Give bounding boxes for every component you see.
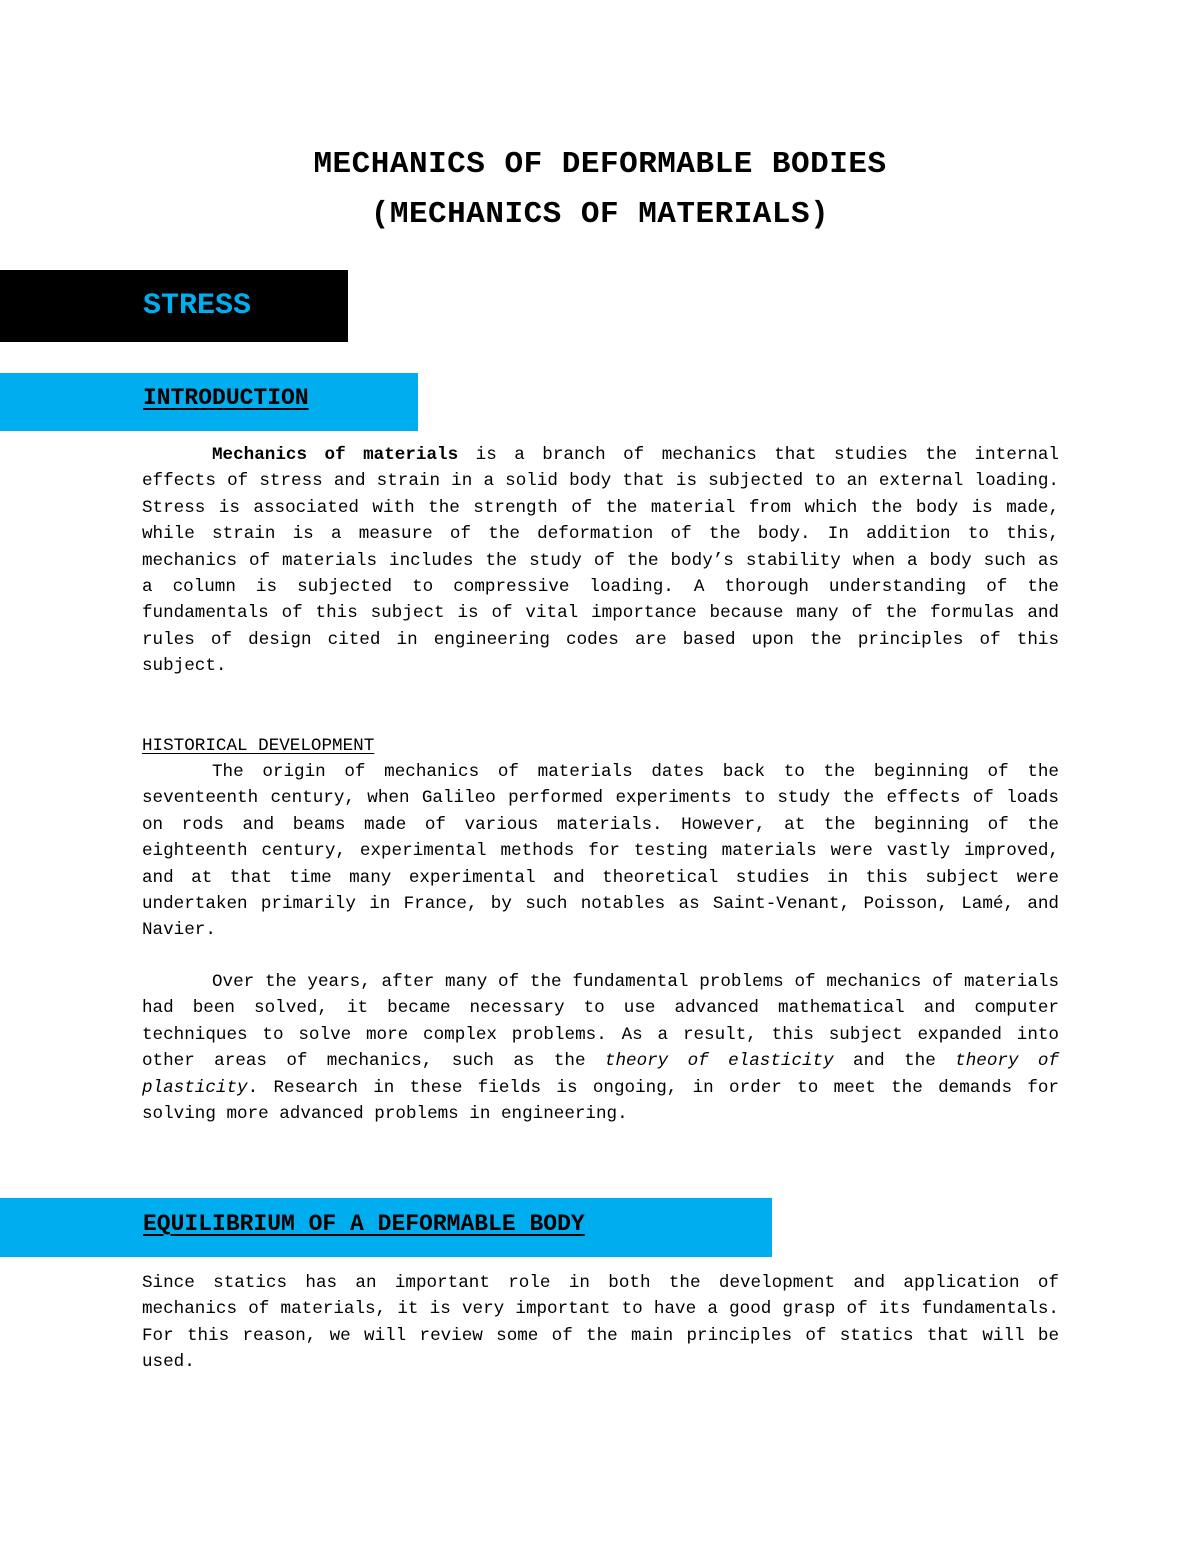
historical-paragraph-2-text-a: Over the years, after many of the fundamental problems of mechanics of materials had been solved, it became necessary to use advanced mathematical and computer techniques to solve more complex problems. As a result, this subject expanded into other areas of mechanics, such as the — [142, 972, 1059, 1072]
historical-paragraph-2-text-c: . Research in these fields is ongoing, in order to meet the demands for solving more advanced problems in engineering. — [142, 1077, 1059, 1125]
term-theory-of-elasticity: theory of elasticity — [604, 1051, 834, 1072]
historical-paragraph-2-text-b: and the — [833, 1051, 956, 1072]
historical-development-heading: HISTORICAL DEVELOPMENT — [142, 736, 375, 756]
equilibrium-paragraph: Since statics has an important role in both the development and application of mechanics of materials, it is very important to have a good grasp of its fundamentals. For this reason, we will review some of the main principles of statics that will be used. — [142, 1273, 1059, 1373]
equilibrium-heading: EQUILIBRIUM OF A DEFORMABLE BODY — [143, 1211, 585, 1237]
introduction-text: is a branch of mechanics that studies the internal effects of stress and strain in a solid body that is subjected to an external loading. Stress is associated with the strength of the material from which the body is made, while strain is a measure of the deformation of the body. In addition to this, mechanics of materials includes the study of the body’s stability when a body such as a column is subjected to compressive loading. A thorough understanding of the fundamentals of this subject is of vital importance because many of the formulas and rules of design cited in engineering codes are based upon the principles of this subject. — [142, 445, 1059, 677]
title-line-2: (MECHANICS OF MATERIALS) — [370, 197, 830, 232]
historical-paragraph-2 — [142, 969, 1059, 1127]
document-title — [0, 140, 1200, 240]
stress-heading: STRESS — [143, 289, 252, 323]
stress-heading-bar — [0, 270, 348, 342]
introduction-paragraph — [142, 442, 1059, 680]
introduction-term: Mechanics of materials — [212, 445, 459, 465]
introduction-heading-bar — [0, 373, 418, 431]
historical-paragraph-1: The origin of mechanics of materials dates back to the beginning of the seventeenth century, when Galileo performed experiments to study the effects of loads on rods and beams made of various materials. However, at the beginning of the eighteenth century, experimental methods for testing materials were vastly improved, and at that time many experimental and theoretical studies in this subject were undertaken primarily in France, by such notables as Saint-Venant, Poisson, Lamé, and Navier. — [142, 762, 1059, 941]
introduction-heading: INTRODUCTION — [143, 385, 309, 411]
term-theory-of-plasticity: theory of plasticity — [142, 1051, 1059, 1098]
equilibrium-heading-bar — [0, 1198, 772, 1257]
title-line-1: MECHANICS OF DEFORMABLE BODIES — [313, 147, 887, 182]
